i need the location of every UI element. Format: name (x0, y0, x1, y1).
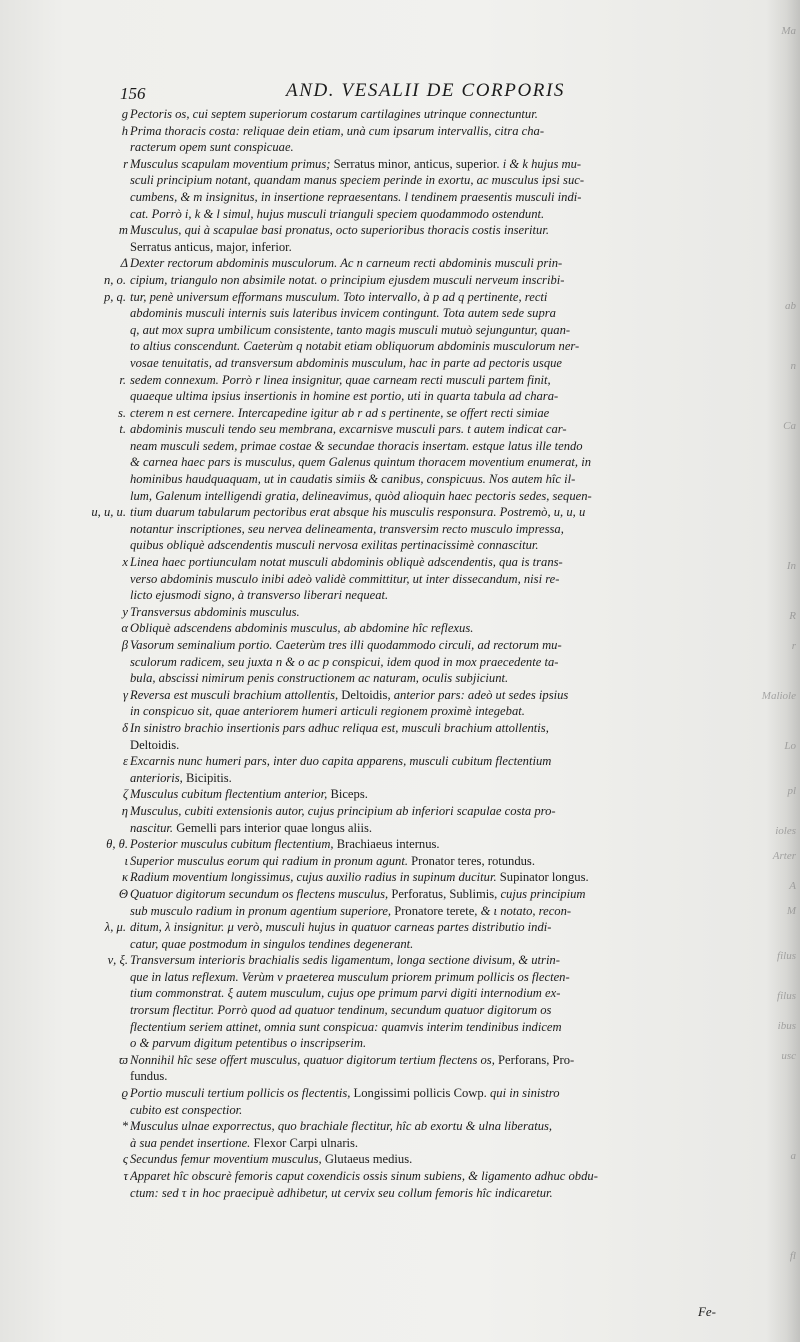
reference-marker: ϱ (121, 1086, 128, 1101)
running-header (120, 80, 740, 104)
italic-run: lum, Galenum intelligendi gratia, delineavimus, quòd alioquin haec pectoris sedes, sequen- (130, 488, 592, 503)
annotation-entry (92, 106, 722, 123)
annotation-entry (92, 123, 722, 156)
annotation-entry (92, 836, 722, 853)
italic-run: cipium, triangulo non absimile notat. o principium ejusdem musculi nerveum inscribi- (130, 272, 565, 287)
reference-marker: ς (122, 1152, 128, 1167)
text-line (130, 786, 722, 803)
text-line (130, 670, 722, 687)
reference-marker: κ (121, 870, 128, 885)
margin-reference: t. (119, 422, 126, 437)
italic-run: o & parvum digitum petentibus o inscripserim. (130, 1036, 367, 1051)
roman-run: Flexor Carpi ulnaris. (253, 1135, 359, 1150)
text-line (130, 886, 722, 903)
italic-run: bula, abscissi nimirum penis constructionem ac naturam, oculis subjiciunt. (130, 671, 509, 686)
opposite-page-bleed (761, 0, 800, 1342)
text-line (130, 1035, 722, 1052)
margin-reference: u, u, u. (91, 505, 126, 520)
italic-run: tium duarum tabularum pectoribus erat absque his musculis responsura. Postremò, u, u, u (130, 505, 586, 520)
italic-run: & carnea haec pars is musculus, quem Galenus quintum thoracem moventium enumerat, in (130, 455, 592, 470)
reference-marker: γ (123, 687, 128, 702)
bleed-through-text: R (789, 610, 796, 622)
annotation-entry (92, 869, 722, 886)
bleed-through-text: fl (789, 1250, 796, 1262)
italic-run: abdominis musculi internis suis lateribus invicem contingunt. Tota autem sede supra (130, 306, 556, 321)
annotation-entry (92, 786, 722, 803)
italic-run: notantur inscriptiones, seu nervea delineamenta, transversim recto musculo impressa, (130, 521, 564, 536)
italic-run: Musculus scapulam moventium primus; (130, 156, 334, 171)
annotation-entry (92, 753, 722, 786)
annotation-entry (92, 1168, 722, 1201)
text-line (130, 272, 722, 289)
italic-run: cumbens, & m insignitus, in insertione repraesentans. l tendinem praesentis musculi indi- (130, 189, 582, 204)
text-line (130, 222, 722, 239)
text-line (130, 1002, 722, 1019)
annotation-entry (92, 687, 722, 720)
italic-run: Transversus abdominis musculus. (130, 604, 300, 619)
roman-run: Deltoidis. (130, 737, 180, 752)
roman-run: Serratus anticus, major, inferior. (130, 239, 292, 254)
text-line (130, 504, 722, 521)
italic-run: Quatuor digitorum secundum os flectens musculus, (130, 886, 392, 901)
text-line (130, 172, 722, 189)
italic-run: to altius conscendunt. Caeterùm q notabit etiam obliquorum abdominis musculorum ner- (130, 339, 580, 354)
text-line (130, 1102, 722, 1119)
text-line (130, 571, 722, 588)
text-line (130, 322, 722, 339)
italic-run: i & k hujus mu- (502, 156, 582, 171)
bleed-through-text: usc (781, 1050, 796, 1062)
reference-marker: x (122, 555, 128, 570)
italic-run: sub musculo radium in pronum agentium superiore, (130, 903, 395, 918)
reference-marker: m (118, 223, 128, 238)
italic-run: cubito est conspectior. (130, 1102, 243, 1117)
text-line (130, 803, 722, 820)
roman-run: Glutaeus medius. (324, 1152, 413, 1167)
reference-marker: ϖ (119, 1052, 128, 1067)
bleed-through-text: ioles (775, 825, 796, 837)
catchword: Fe- (697, 1304, 716, 1319)
italic-run: sedem connexum. Porrò r linea insignitur, quae carneam recti musculi partem finit, (130, 372, 551, 387)
reference-marker: Δ (120, 256, 128, 271)
roman-run: Supinator longus. (499, 870, 589, 885)
annotation-entry (92, 156, 722, 222)
text-line (130, 206, 722, 223)
text-line (130, 820, 722, 837)
text-line (130, 438, 722, 455)
roman-run: Biceps. (330, 787, 368, 802)
text-line (130, 255, 722, 272)
italic-run: Vasorum seminalium portio. Caeterùm tres illi quodammodo circuli, ad rectorum mu- (130, 638, 562, 652)
italic-run: Apparet hîc obscurè femoris caput coxendicis ossis sinum subiens, & ligamento adhuc obdu- (130, 1169, 598, 1183)
reference-marker: y (122, 604, 128, 619)
text-line (130, 720, 722, 737)
text-line (130, 1168, 722, 1185)
italic-run: Pectoris os, cui septem superiorum costarum cartilagines utrinque connectuntur. (130, 107, 538, 121)
bleed-through-text: filus (777, 990, 796, 1002)
bleed-through-text: Ma (781, 25, 796, 37)
text-line (130, 836, 722, 853)
text-line (130, 1052, 722, 1069)
bleed-through-text: M (786, 905, 796, 917)
text-line (130, 985, 722, 1002)
annotation-entry (92, 1151, 722, 1168)
roman-run: Perforatus, Sublimis, (391, 886, 501, 901)
italic-run: Linea haec portiunculam notat musculi abdominis obliquè adscendentis, qua is trans- (130, 555, 563, 570)
italic-run: Nonnihil hîc sese offert musculus, quatuor digitorum tertium flectens os, (130, 1052, 498, 1067)
italic-run: cterem n est cernere. Intercapedine igitur ab r ad s pertinente, se offert recti simiae (130, 405, 550, 420)
italic-run: Prima thoracis costa: reliquae dein etiam, unà cum ipsarum intervallis, citra cha- (130, 123, 545, 138)
italic-run: cujus principium (500, 886, 586, 901)
italic-run: nascitur. (130, 820, 177, 835)
reference-marker: τ (123, 1169, 128, 1183)
annotation-entry (92, 720, 722, 753)
italic-run: Reversa est musculi brachium attollentis, (130, 687, 342, 702)
roman-run: Pronatore terete, (394, 903, 481, 918)
margin-reference: p, q. (103, 289, 126, 304)
bleed-through-text: a (790, 1150, 796, 1162)
annotation-entry (92, 222, 722, 255)
italic-run: racterum opem sunt conspicuae. (130, 140, 294, 155)
text-line (130, 1068, 722, 1085)
text-line (130, 388, 722, 405)
italic-run: verso abdominis musculo inibi adeò validè committitur, ut inter dissecandum, nisi re- (130, 571, 560, 586)
margin-reference: r. (119, 372, 126, 387)
margin-reference: λ, μ. (104, 920, 126, 935)
annotation-entry (92, 620, 722, 637)
text-line (130, 703, 722, 720)
text-line (130, 289, 722, 306)
italic-run: licto ejusmodi signo, à transverso liberari nequeat. (130, 588, 389, 603)
reference-marker: α (121, 621, 128, 636)
roman-run: Brachiaeus internus. (336, 837, 440, 852)
bleed-through-text: Arter (772, 850, 796, 862)
italic-run: Musculus ulnae exporrectus, quo brachiale flectitur, hîc ab exortu & ulna liberatus, (130, 1119, 553, 1134)
text-line (130, 1085, 722, 1102)
annotation-list (92, 106, 722, 1201)
annotation-entry (92, 1085, 722, 1118)
annotation-entry (92, 604, 722, 621)
reference-marker: δ (122, 720, 128, 735)
italic-run: neam musculi sedem, primae costae & secundae thoracis insertam. estque latus ille tendo (130, 438, 583, 453)
text-line (130, 554, 722, 571)
bleed-through-text: Maliole (761, 690, 796, 702)
folio-number: 156 (120, 84, 146, 103)
italic-run: à sua pendet insertione. (130, 1135, 254, 1150)
text-line (130, 903, 722, 920)
bleed-through-text: pl (787, 785, 796, 797)
text-line (130, 753, 722, 770)
bleed-through-text: ibus (777, 1020, 796, 1032)
italic-run: cat. Porrò i, k & l simul, hujus musculi trianguli speciem quodammodo ostendunt. (130, 206, 545, 221)
text-line (130, 737, 722, 754)
reference-marker: θ, θ. (106, 837, 128, 852)
bleed-through-text: Ca (783, 420, 796, 432)
italic-run: Secundus femur moventium musculus, (130, 1152, 325, 1167)
annotation-entry (92, 554, 722, 604)
margin-reference: s. (117, 405, 126, 420)
italic-run: Musculus, cubiti extensionis autor, cujus principium ab inferiori scapulae costa pro- (130, 803, 556, 818)
italic-run: ctum: sed τ in hoc praecipuè adhibetur, ut cervix seu collum femoris hîc indicaretur. (130, 1185, 553, 1200)
text-line (130, 488, 722, 505)
reference-marker: * (121, 1119, 128, 1134)
italic-run: sculi principium notant, quandam manus speciem perinde in exortu, ac musculus ipsi suc- (130, 173, 585, 188)
text-line (130, 654, 722, 671)
text-line (130, 421, 722, 438)
italic-run: flectentium seriem attinet, omnia sunt conspicua: quamvis interim tendinibus indicem (130, 1019, 562, 1034)
text-line (130, 537, 722, 554)
annotation-entry (92, 803, 722, 836)
text-line (130, 687, 722, 704)
italic-run: quaeque ultima ipsius insertionis in homine est portio, uti in quarta tabula ad chara- (130, 389, 559, 404)
reference-marker: η (121, 803, 128, 818)
bleed-through-text: n (790, 360, 796, 372)
text-line (130, 770, 722, 787)
roman-run: Pronator teres, rotundus. (411, 853, 535, 868)
text-line (130, 952, 722, 969)
roman-run: Deltoidis, (341, 687, 394, 702)
roman-run: Bicipitis. (185, 770, 232, 785)
annotation-entry (92, 1052, 722, 1085)
text-line (130, 372, 722, 389)
italic-run: vosae tenuitatis, ad transversum abdominis musculum, hac in parte ad pectoris usque (130, 355, 563, 370)
italic-run: anterior pars: adeò ut sedes ipsius (393, 687, 569, 702)
italic-run: Obliquè adscendens abdominis musculus, ab abdomine hîc reflexus. (130, 621, 474, 636)
italic-run: quibus obliquè adscendentis musculi nervosa exilitas pertinacissimè connascitur. (130, 538, 539, 553)
bleed-through-text: r (791, 640, 796, 652)
roman-run: fundus. (130, 1069, 168, 1084)
text-line (130, 521, 722, 538)
italic-run: anterioris, (130, 770, 186, 785)
italic-run: Radium moventium longissimus, cujus auxilio radius in supinum ducitur. (130, 870, 500, 885)
italic-run: Superior musculus eorum qui radium in pronum agunt. (130, 853, 412, 868)
italic-run: Dexter rectorum abdominis musculorum. Ac n carneum recti abdominis musculi prin- (130, 256, 563, 271)
annotation-entry (92, 255, 722, 554)
reference-marker: β (121, 638, 128, 652)
bleed-through-text: A (789, 880, 796, 892)
text-line (130, 919, 722, 936)
italic-run: abdominis musculi tendo seu membrana, excarnisve musculi pars. t autem indicat car- (130, 422, 567, 437)
italic-run: tium commonstrat. ξ autem musculum, cujus ope primum parvi digiti internodium ex- (130, 986, 561, 1001)
text-line (130, 587, 722, 604)
italic-run: in conspicuo sit, quae anteriorem humeri articuli regionem proximè integebat. (130, 704, 525, 719)
bleed-through-text: ab (785, 300, 796, 312)
text-line (130, 604, 722, 621)
text-line (130, 139, 722, 156)
text-line (130, 869, 722, 886)
italic-run: hominibus haudquaquam, ut in caudatis simiis & canibus, conspicuus. Nos autem hîc il- (130, 472, 576, 487)
italic-run: trorsum flectitur. Porrò quod ad quatuor tendinum, secundum quatuor digitorum os (130, 1003, 552, 1018)
text-line (130, 471, 722, 488)
annotation-entry (92, 886, 722, 952)
roman-run: Gemelli pars interior quae longus aliis. (176, 820, 373, 835)
running-title: AND. VESALII DE CORPORIS (286, 80, 566, 101)
reference-marker: g (121, 107, 128, 121)
text-line (130, 1151, 722, 1168)
italic-run: Posterior musculus cubitum flectentium, (130, 837, 337, 852)
text-line (130, 239, 722, 256)
text-line (130, 123, 722, 140)
italic-run: Excarnis nunc humeri pars, inter duo capita apparens, musculi cubitum flectentium (130, 754, 552, 769)
text-line (130, 936, 722, 953)
text-line (130, 355, 722, 372)
annotation-entry (92, 853, 722, 870)
italic-run: & ι notato, recon- (480, 903, 572, 918)
margin-reference: n, o. (103, 272, 126, 287)
reference-marker: Θ (118, 886, 128, 901)
text-line (130, 189, 722, 206)
text-line (130, 637, 722, 654)
text-line (130, 405, 722, 422)
text-line (130, 620, 722, 637)
bleed-through-text: In (786, 560, 796, 572)
italic-run: q, aut mox supra umbilicum consistente, tanto magis musculi mutuò sejunguntur, quan- (130, 322, 571, 337)
italic-run: Portio musculi tertium pollicis os flectentis, (130, 1086, 354, 1101)
annotation-entry (92, 1118, 722, 1151)
italic-run: que in latus reflexum. Verùm ν praeterea musculum priorem primum pollicis os flecten- (130, 969, 570, 984)
reference-marker: ε (123, 754, 128, 769)
text-line (130, 338, 722, 355)
text-line (130, 1185, 722, 1202)
roman-run: Perforans, Pro- (498, 1052, 575, 1067)
annotation-entry (92, 637, 722, 687)
italic-run: Musculus, qui à scapulae basi pronatus, octo superioribus thoracis costis inseritur. (130, 223, 549, 238)
bleed-through-text: filus (777, 950, 796, 962)
text-line (130, 156, 722, 173)
reference-marker: ι (124, 853, 128, 868)
text-line (130, 969, 722, 986)
text-line (130, 106, 722, 123)
bleed-through-text: Lo (784, 740, 796, 752)
roman-run: Longissimi pollicis Cowp. (353, 1086, 490, 1101)
text-line (130, 1118, 722, 1135)
italic-run: Musculus cubitum flectentium anterior, (130, 787, 331, 802)
text-line (130, 305, 722, 322)
reference-marker: r (123, 156, 128, 171)
italic-run: Transversum interioris brachialis sedis ligamentum, longa sectione divisum, & utrin- (130, 953, 560, 968)
italic-run: catur, quae postmodum in singulos tendines degenerant. (130, 936, 414, 951)
roman-run: Serratus minor, anticus, superior. (333, 156, 503, 171)
italic-run: ditum, λ insignitur. μ verò, musculi hujus in quatuor carneas partes distributio indi- (130, 920, 552, 935)
text-line (130, 1019, 722, 1036)
text-line (130, 454, 722, 471)
italic-run: qui in sinistro (489, 1086, 560, 1101)
italic-run: tur, penè universum efformans musculum. Toto intervallo, à p ad q pertinente, recti (130, 289, 548, 304)
reference-marker: ζ (122, 787, 128, 802)
italic-run: In sinistro brachio insertionis pars adhuc reliqua est, musculi brachium attollentis, (130, 720, 549, 735)
reference-marker: h (121, 123, 128, 138)
annotation-entry (92, 952, 722, 1052)
italic-run: sculorum radicem, seu juxta n & o ac p conspicui, idem quod in mox praecedente ta- (130, 654, 559, 669)
reference-marker: ν, ξ. (107, 953, 128, 968)
text-line (130, 1135, 722, 1152)
text-line (130, 853, 722, 870)
